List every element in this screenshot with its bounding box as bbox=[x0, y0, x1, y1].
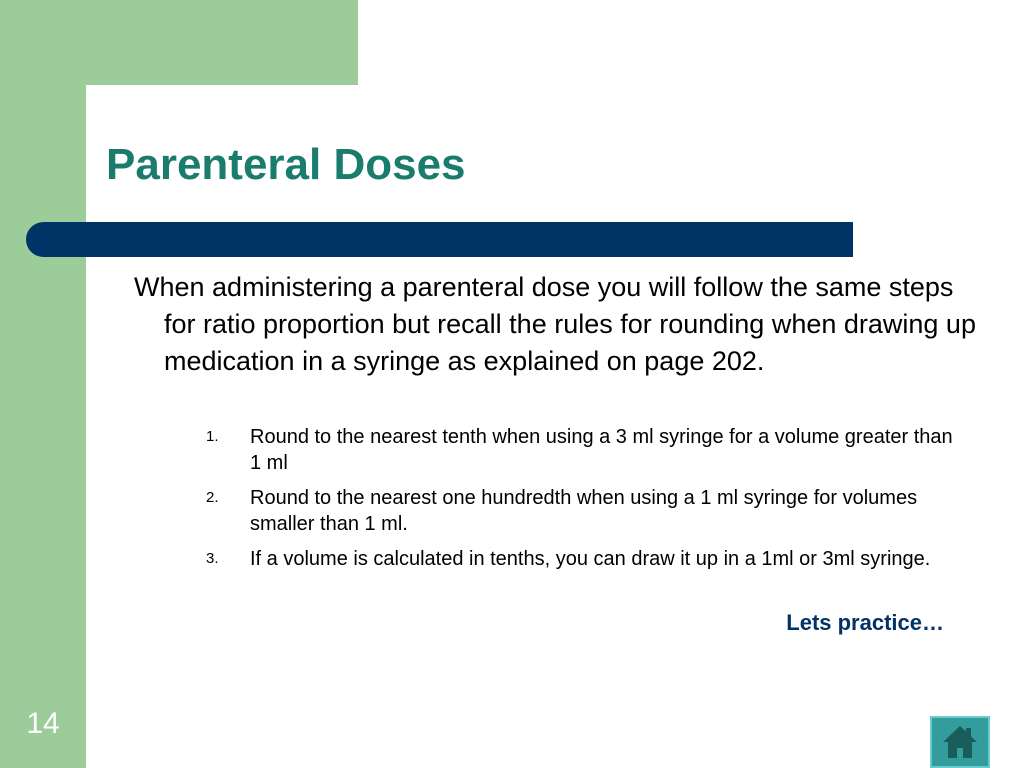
list-item bbox=[206, 485, 956, 537]
step-number: 1. bbox=[206, 428, 219, 445]
main-paragraph: When administering a parenteral dose you will follow the same steps for ratio proportion but recall the rules for rounding when drawing up medication in a syringe as explained on page 202. bbox=[134, 272, 976, 376]
rounding-steps-list bbox=[206, 424, 956, 581]
step-number: 3. bbox=[206, 550, 219, 567]
list-item bbox=[206, 424, 956, 476]
title-divider-bar bbox=[26, 222, 853, 257]
step-text: Round to the nearest tenth when using a 3 ml syringe for a volume greater than 1 ml bbox=[250, 426, 953, 474]
step-text: Round to the nearest one hundredth when using a 1 ml syringe for volumes smaller than 1 ml. bbox=[250, 487, 918, 535]
home-button[interactable] bbox=[930, 716, 990, 768]
home-icon bbox=[942, 724, 978, 760]
step-number: 2. bbox=[206, 489, 219, 506]
green-frame-top bbox=[0, 0, 358, 85]
green-frame-left bbox=[0, 0, 86, 768]
slide-title: Parenteral Doses bbox=[106, 140, 466, 189]
lets-practice-label: Lets practice… bbox=[786, 610, 944, 635]
list-item bbox=[206, 546, 956, 572]
page-number: 14 bbox=[26, 707, 60, 740]
step-text: If a volume is calculated in tenths, you can draw it up in a 1ml or 3ml syringe. bbox=[250, 548, 931, 570]
